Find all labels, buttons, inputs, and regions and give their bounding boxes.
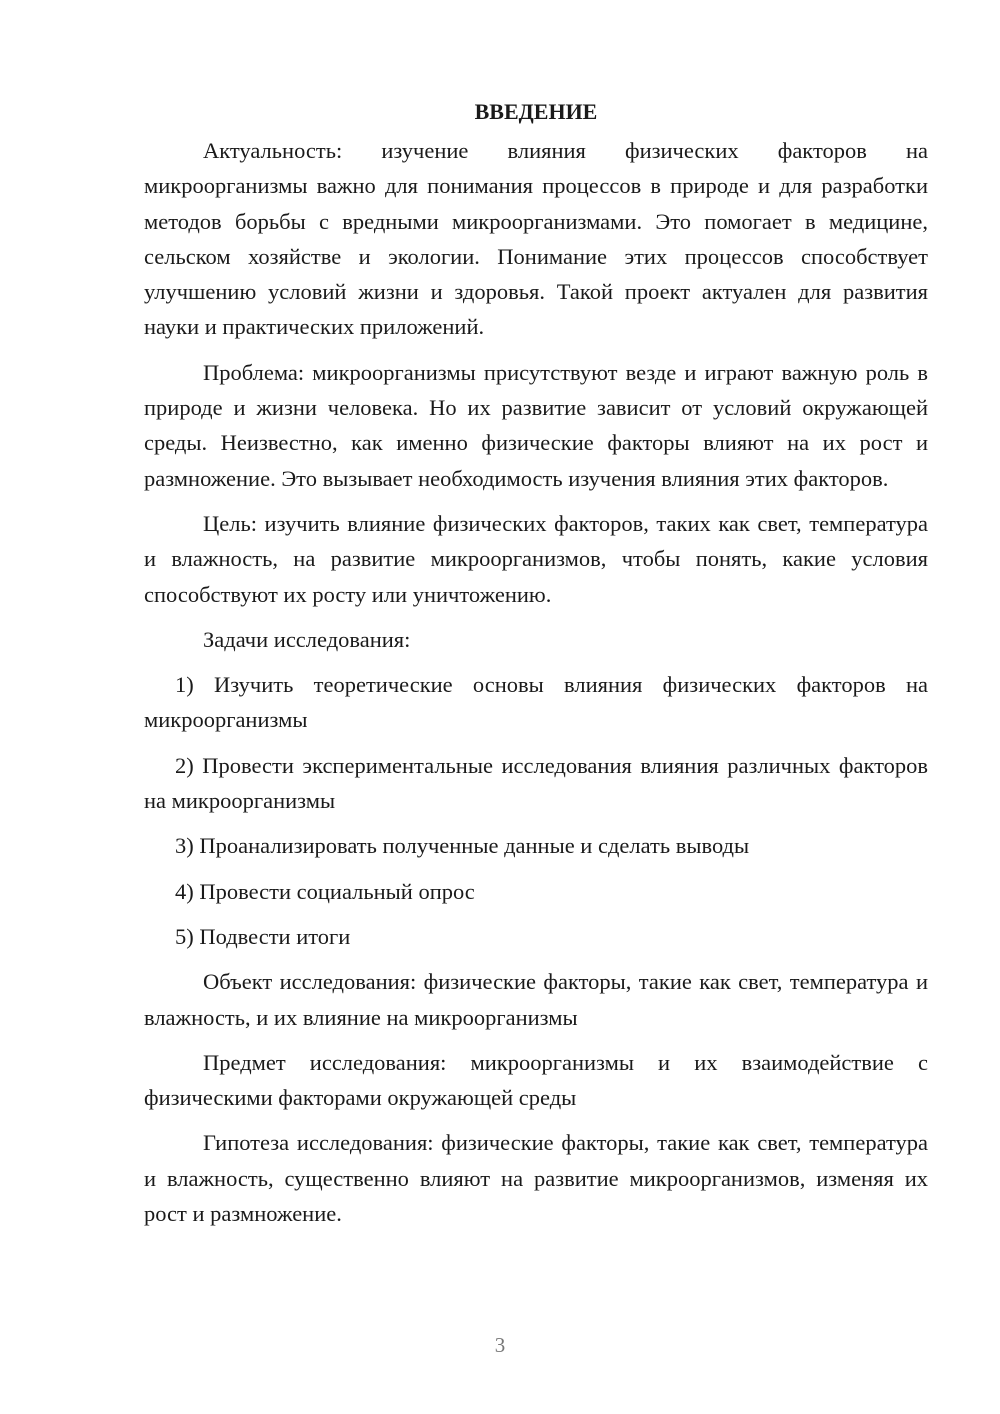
paragraph-hypothesis: Гипотеза исследования: физические факторы, такие как свет, температура и влажность, существенно влияют на развитие микроорганизмов, изменяя их рост и размножение. xyxy=(144,1130,928,1227)
section-title: ВВЕДЕНИЕ xyxy=(474,99,598,124)
task-item: 4) Провести социальный опрос xyxy=(175,878,475,904)
paragraph-object: Объект исследования: физические факторы, такие как свет, температура и влажность, и их влияние на микроорганизмы xyxy=(144,969,928,1030)
document-body xyxy=(144,94,928,1241)
task-item: 5) Подвести итоги xyxy=(175,923,351,949)
paragraph-relevance: Актуальность: изучение влияния физических факторов на микроорганизмы важно для понимания процессов в природе и для разработки методов борьбы с вредными микроорганизмами. Это помогает в медицине, сельском хозяйстве и экологии. Понимание этих процессов способствует улучшению условий жизни и здоровья. Такой проект актуален для развития науки и практических приложений. xyxy=(144,138,928,340)
paragraph-tasks-heading: Задачи исследования: xyxy=(203,626,411,652)
paragraph-problem: Проблема: микроорганизмы присутствуют везде и играют важную роль в природе и жизни человека. Но их развитие зависит от условий окружающей среды. Неизвестно, как именно физические факторы влияют на их рост и размножение. Это вызывает необходимость изучения влияния этих факторов. xyxy=(144,359,928,491)
page-number: 3 xyxy=(494,1333,506,1357)
task-item: 1) Изучить теоретические основы влияния физических факторов на микроорганизмы xyxy=(144,672,928,733)
paragraph-goal: Цель: изучить влияние физических факторов, таких как свет, температура и влажность, на развитие микроорганизмов, чтобы понять, какие условия способствуют их росту или уничтожению. xyxy=(144,510,928,607)
task-item: 3) Проанализировать полученные данные и сделать выводы xyxy=(175,833,750,859)
paragraph-subject: Предмет исследования: микроорганизмы и их взаимодействие с физическими факторами окружающей среды xyxy=(144,1049,928,1111)
task-item: 2) Провести экспериментальные исследования влияния различных факторов на микроорганизмы xyxy=(144,752,928,814)
